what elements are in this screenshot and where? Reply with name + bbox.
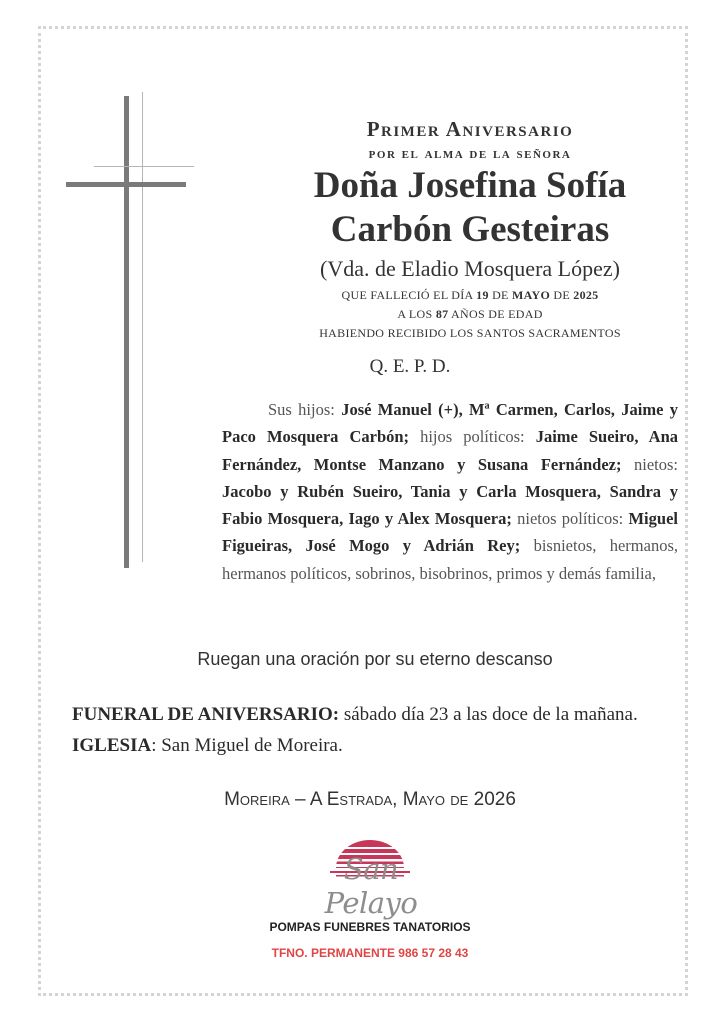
death-date-line: QUE FALLECIÓ EL DÍA 19 DE MAYO DE 2025: [341, 288, 599, 302]
church-info: IGLESIA: San Miguel de Moreira.: [72, 735, 343, 756]
company-services: POMPAS FUNEBRES TANATORIOS: [269, 920, 471, 934]
qepd: Q. E. P. D.: [369, 356, 451, 377]
sacraments-line: HABIENDO RECIBIDO LOS SANTOS SACRAMENTOS: [319, 326, 621, 340]
funeral-info: FUNERAL DE ANIVERSARIO: sábado día 23 a las doce de la mañana.: [72, 704, 638, 725]
place-date: Moreira – A Estrada, Mayo de 2026: [224, 789, 516, 810]
age-line: A LOS 87 AÑOS DE EDAD: [397, 307, 543, 321]
anniversary-heading: Primer Aniversario: [366, 117, 574, 141]
prayer-request: Ruegan una oración por su eterno descanso: [197, 649, 553, 669]
deceased-name-line2: Carbón Gesteiras: [330, 209, 610, 250]
widow-of: (Vda. de Eladio Mosquera López): [320, 256, 620, 281]
company-phone: TFNO. PERMANENTE 986 57 28 43: [271, 946, 469, 960]
for-the-soul-heading: por el alma de la señora: [368, 146, 572, 162]
deceased-name-line1: Doña Josefina Sofía: [313, 165, 627, 206]
cross-icon: [60, 92, 200, 572]
family-paragraph: Sus hijos: José Manuel (+), Mª Carmen, Carlos, Jaime y Paco Mosquera Carbón; hijos políticos: Jaime Sueiro, Ana Fernández, Montse Manzano y Susana Fernández; nietos: Jacobo y Rubén Sueiro, Tania y Carla Mosquera, Sandra y Fabio Mosquera, Iago y Alex Mosquera; nietos políticos: Miguel Figueiras, José Mogo y Adrián Rey; bisnietos, hermanos, hermanos políticos, sobrinos, bisobrinos, primos y demás familia,: [222, 400, 679, 583]
company-logo-name: San Pelayo: [324, 852, 418, 920]
